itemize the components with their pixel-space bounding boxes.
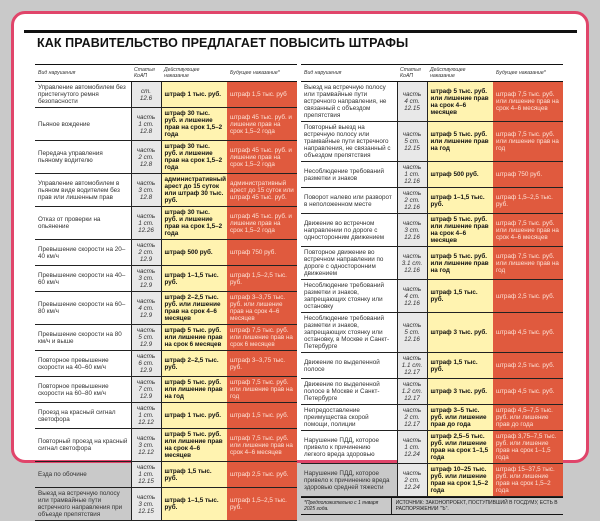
violation-cell: Превышение скорости на 40–60 км/ч <box>35 266 131 292</box>
current-penalty-cell: штраф 2–2,5 тыс. руб. или лишение прав на срок 4–6 месяцев <box>161 292 227 325</box>
violation-cell: Поворот налево или разворот в неположенном месте <box>301 188 397 214</box>
title-rule <box>24 30 577 33</box>
article-cell: часть 2 ст. 12.8 <box>131 141 161 174</box>
article-cell: часть 2 ст. 12.16 <box>397 188 427 214</box>
future-penalty-cell: административный арест до 15 суток или штраф 45 тыс. руб. <box>227 174 297 207</box>
violation-cell: Выезд на встречную полосу или трамвайные пути встречного направления, не связанный с объездом препятствия <box>301 82 397 122</box>
current-penalty-cell: штраф 2–2,5 тыс. руб. <box>161 351 227 377</box>
future-penalty-cell: штраф 15–37,5 тыс. руб. или лишение прав на срок 1,5–2 года <box>493 464 563 497</box>
current-penalty-cell: штраф 3 тыс. руб. <box>427 379 493 405</box>
article-cell: часть 1.2 ст. 12.17 <box>397 379 427 405</box>
table-row <box>301 379 563 405</box>
right-table-body <box>301 82 563 497</box>
current-penalty-cell: штраф 1,5 тыс. руб. <box>427 280 493 313</box>
violation-cell: Езда по обочине <box>35 462 131 488</box>
table-footer <box>301 497 563 515</box>
table-row <box>35 462 297 488</box>
article-cell: часть 3 ст. 12.15 <box>131 488 161 521</box>
violation-cell: Непредоставление преимущества скорой помощи, полиции <box>301 405 397 431</box>
violation-cell: Отказ от проверки на опьянение <box>35 207 131 240</box>
current-penalty-cell: штраф 1,5 тыс. руб. <box>427 353 493 379</box>
header-violation: Вид нарушения <box>35 65 131 82</box>
header-future: Будущее наказание* <box>493 65 563 82</box>
current-penalty-cell: штраф 5 тыс. руб. или лишение прав на срок 4–6 месяцев <box>427 82 493 122</box>
future-penalty-cell: штраф 3–3,75 тыс. руб. или лишение прав на срок 4–6 месяцев <box>227 292 297 325</box>
article-cell: часть 1.1 ст. 12.17 <box>397 353 427 379</box>
violation-cell: Превышение скорости на 60–80 км/ч <box>35 292 131 325</box>
left-table-column <box>35 64 297 521</box>
future-penalty-cell: штраф 3–3,75 тыс. руб. <box>227 351 297 377</box>
table-row <box>35 240 297 266</box>
violation-cell: Повторный выезд на встречную полосу или трамвайные пути встречного направления, не связанный с объездом препятствия <box>301 122 397 162</box>
future-penalty-cell: штраф 1,5–2,5 тыс. руб. <box>227 488 297 521</box>
table-row <box>301 214 563 247</box>
fines-table-left <box>35 64 297 521</box>
violation-cell: Движение по выделенной полосе в Москве и Санкт-Петербурге <box>301 379 397 405</box>
article-cell: часть 3 ст. 12.16 <box>397 214 427 247</box>
left-table-body <box>35 82 297 521</box>
future-penalty-cell: штраф 1,5–2,5 тыс. руб. <box>227 266 297 292</box>
article-cell: часть 5 ст. 12.16 <box>397 313 427 353</box>
current-penalty-cell: штраф 5 тыс. руб. или лишение прав на год <box>427 247 493 280</box>
article-cell: часть 4 ст. 12.15 <box>397 82 427 122</box>
table-row <box>301 122 563 162</box>
table-row <box>301 162 563 188</box>
current-penalty-cell: штраф 5 тыс. руб. или лишение прав на год <box>161 377 227 403</box>
table-row <box>35 325 297 351</box>
future-penalty-cell: штраф 45 тыс. руб. и лишение прав на срок 1,5–2 года <box>227 207 297 240</box>
current-penalty-cell: штраф 5 тыс. руб. или лишение прав на срок 6 месяцев <box>161 325 227 351</box>
violation-cell: Превышение скорости на 20–40 км/ч <box>35 240 131 266</box>
table-row <box>301 431 563 464</box>
current-penalty-cell: штраф 3–5 тыс. руб. или лишение прав до года <box>427 405 493 431</box>
future-penalty-cell: штраф 4,5 тыс. руб. <box>493 379 563 405</box>
page-title: КАК ПРАВИТЕЛЬСТВО ПРЕДЛАГАЕТ ПОВЫСИТЬ ШТРАФЫ <box>37 36 409 50</box>
current-penalty-cell: штраф 30 тыс. руб. и лишение прав на срок 1,5–2 года <box>161 207 227 240</box>
violation-cell: Повторное движение во встречном направлении по дороге с односторонним движением <box>301 247 397 280</box>
future-penalty-cell: штраф 7,5 тыс. руб. или лишение прав на год <box>493 247 563 280</box>
violation-cell: Несоблюдение требований разметки и знаков, запрещающих стоянку или остановку <box>301 280 397 313</box>
article-cell: часть 5 ст. 12.9 <box>131 325 161 351</box>
article-cell: часть 1 ст. 12.16 <box>397 162 427 188</box>
future-penalty-cell: штраф 4,5–7,5 тыс. руб. или лишение прав до года <box>493 405 563 431</box>
source-note: ИСТОЧНИК: ЗАКОНОПРОЕКТ, ПОСТУПИВШИЙ В ГОСДУМУ, ЕСТЬ В РАСПОРЯЖЕНИИ "Ъ". <box>395 500 558 512</box>
table-row <box>35 141 297 174</box>
future-penalty-cell: штраф 4,5 тыс. руб. <box>493 313 563 353</box>
future-penalty-cell: штраф 2,5 тыс. руб. <box>493 280 563 313</box>
violation-cell: Проезд на красный сигнал светофора <box>35 403 131 429</box>
right-table-column <box>301 64 563 521</box>
current-penalty-cell: административный арест до 15 суток или штраф 30 тыс. руб. <box>161 174 227 207</box>
header-article: Статья КоАП <box>397 65 427 82</box>
header-violation: Вид нарушения <box>301 65 397 82</box>
current-penalty-cell: штраф 1–1,5 тыс. руб. <box>161 488 227 521</box>
current-penalty-cell: штраф 5 тыс. руб. или лишение прав на срок 4–6 месяцев <box>161 429 227 462</box>
table-row <box>35 429 297 462</box>
article-cell: часть 3 ст. 12.9 <box>131 266 161 292</box>
violation-cell: Превышение скорости на 80 км/ч и выше <box>35 325 131 351</box>
table-row <box>301 464 563 497</box>
violation-cell: Управление автомобилем в пьяном виде водителем без прав или лишенным прав <box>35 174 131 207</box>
current-penalty-cell: штраф 1–1,5 тыс. руб. <box>427 188 493 214</box>
table-row <box>301 353 563 379</box>
current-penalty-cell: штраф 30 тыс. руб. и лишение прав на срок 1,5–2 года <box>161 141 227 174</box>
table-row <box>301 247 563 280</box>
violation-cell: Пьяное вождение <box>35 108 131 141</box>
future-penalty-cell: штраф 7,5 тыс. руб. или лишение прав на срок 6 месяцев <box>227 325 297 351</box>
article-cell: часть 1 ст. 12.26 <box>131 207 161 240</box>
infographic <box>24 22 577 53</box>
table-row <box>301 280 563 313</box>
footnote: *Предположительно с 1 января 2025 года. <box>301 498 392 514</box>
current-penalty-cell: штраф 1 тыс. руб. <box>161 82 227 108</box>
current-penalty-cell: штраф 2,5–5 тыс. руб. или лишение прав на срок 1–1,5 года <box>427 431 493 464</box>
violation-cell: Нарушение ПДД, которое привело к причинению легкого вреда здоровью <box>301 431 397 464</box>
header-current: Действующее наказание <box>161 65 227 82</box>
future-penalty-cell: штраф 1,5 тыс. руб. <box>227 403 297 429</box>
current-penalty-cell: штраф 5 тыс. руб. или лишение прав на год <box>427 122 493 162</box>
table-row <box>35 351 297 377</box>
future-penalty-cell: штраф 750 руб. <box>227 240 297 266</box>
future-penalty-cell: штраф 45 тыс. руб. и лишение прав на срок 1,5–2 года <box>227 108 297 141</box>
violation-cell: Передача управления пьяному водителю <box>35 141 131 174</box>
future-penalty-cell: штраф 3,75–7,5 тыс. руб. или лишение прав на срок 1–1,5 года <box>493 431 563 464</box>
violation-cell: Повторное превышение скорости на 60–80 км/ч <box>35 377 131 403</box>
article-cell: часть 2 ст. 12.9 <box>131 240 161 266</box>
future-penalty-cell: штраф 2,5 тыс. руб. <box>493 353 563 379</box>
current-penalty-cell: штраф 3 тыс. руб. <box>427 313 493 353</box>
article-cell: часть 4 ст. 12.16 <box>397 280 427 313</box>
article-cell: часть 1 ст. 12.24 <box>397 431 427 464</box>
future-penalty-cell: штраф 7,5 тыс. руб. или лишение прав на срок 4–6 месяцев <box>493 214 563 247</box>
table-row <box>35 488 297 521</box>
current-penalty-cell: штраф 500 руб. <box>427 162 493 188</box>
article-cell: часть 7 ст. 12.9 <box>131 377 161 403</box>
header-current: Действующее наказание <box>427 65 493 82</box>
current-penalty-cell: штраф 500 руб. <box>161 240 227 266</box>
current-penalty-cell: штраф 10–25 тыс. руб. или лишение прав на срок 1,5–2 года <box>427 464 493 497</box>
violation-cell: Выезд на встречную полосу или трамвайные пути встречного направления при объезде препятствия <box>35 488 131 521</box>
table-row <box>35 108 297 141</box>
future-penalty-cell: штраф 1,5 тыс. руб <box>227 82 297 108</box>
future-penalty-cell: штраф 7,5 тыс. руб. или лишение прав на год <box>493 122 563 162</box>
future-penalty-cell: штраф 7,5 тыс. руб. или лишение прав на срок 4–6 месяцев <box>227 429 297 462</box>
current-penalty-cell: штраф 1–1,5 тыс. руб. <box>161 266 227 292</box>
current-penalty-cell: штраф 5 тыс. руб. или лишение прав на срок 4–6 месяцев <box>427 214 493 247</box>
table-row <box>35 174 297 207</box>
current-penalty-cell: штраф 1 тыс. руб. <box>161 403 227 429</box>
current-penalty-cell: штраф 30 тыс. руб. и лишение прав на срок 1,5–2 года <box>161 108 227 141</box>
violation-cell: Повторное превышение скорости на 40–60 км/ч <box>35 351 131 377</box>
table-row <box>301 188 563 214</box>
header-article: Статья КоАП <box>131 65 161 82</box>
article-cell: часть 6 ст. 12.9 <box>131 351 161 377</box>
tables <box>35 64 563 521</box>
table-header <box>35 65 297 82</box>
future-penalty-cell: штраф 45 тыс. руб. и лишение прав на срок 1,5–2 года <box>227 141 297 174</box>
current-penalty-cell: штраф 1,5 тыс. руб. <box>161 462 227 488</box>
table-row <box>35 377 297 403</box>
table-row <box>35 82 297 108</box>
article-cell: часть 1 ст. 12.15 <box>131 462 161 488</box>
violation-cell: Движение во встречном направлении по дороге с односторонним движением <box>301 214 397 247</box>
article-cell: часть 5 ст. 12.15 <box>397 122 427 162</box>
violation-cell: Несоблюдение требований разметки и знаков <box>301 162 397 188</box>
table-row <box>301 313 563 353</box>
article-cell: часть 3.1 ст. 12.16 <box>397 247 427 280</box>
article-cell: часть 3 ст. 12.12 <box>131 429 161 462</box>
violation-cell: Повторный проезд на красный сигнал светофора <box>35 429 131 462</box>
future-penalty-cell: штраф 1,5–2,5 тыс. руб. <box>493 188 563 214</box>
article-cell: часть 3 ст. 12.8 <box>131 174 161 207</box>
table-header <box>301 65 563 82</box>
article-cell: часть 1 ст. 12.12 <box>131 403 161 429</box>
violation-cell: Нарушение ПДД, которое привело к причинению вреда здоровью средней тяжести <box>301 464 397 497</box>
violation-cell: Движение по выделенной полосе <box>301 353 397 379</box>
header-future: Будущее наказание* <box>227 65 297 82</box>
table-row <box>35 266 297 292</box>
fines-table-right <box>301 64 563 497</box>
table-row <box>35 292 297 325</box>
table-row <box>35 403 297 429</box>
future-penalty-cell: штраф 2,5 тыс. руб. <box>227 462 297 488</box>
table-row <box>35 207 297 240</box>
future-penalty-cell: штраф 7,5 тыс. руб. или лишение прав на год <box>227 377 297 403</box>
article-cell: часть 1 ст. 12.8 <box>131 108 161 141</box>
article-cell: ст. 12.6 <box>131 82 161 108</box>
violation-cell: Несоблюдение требований разметки и знаков, запрещающих стоянку или остановку, в Москве и Санкт-Петербурге <box>301 313 397 353</box>
article-cell: часть 2 ст. 12.24 <box>397 464 427 497</box>
future-penalty-cell: штраф 7,5 тыс. руб. или лишение прав на срок 4–6 месяцев <box>493 82 563 122</box>
future-penalty-cell: штраф 750 руб. <box>493 162 563 188</box>
table-row <box>301 405 563 431</box>
article-cell: часть 2 ст. 12.17 <box>397 405 427 431</box>
table-row <box>301 82 563 122</box>
article-cell: часть 4 ст. 12.9 <box>131 292 161 325</box>
violation-cell: Управление автомобилем без пристегнутого ремня безопасности <box>35 82 131 108</box>
